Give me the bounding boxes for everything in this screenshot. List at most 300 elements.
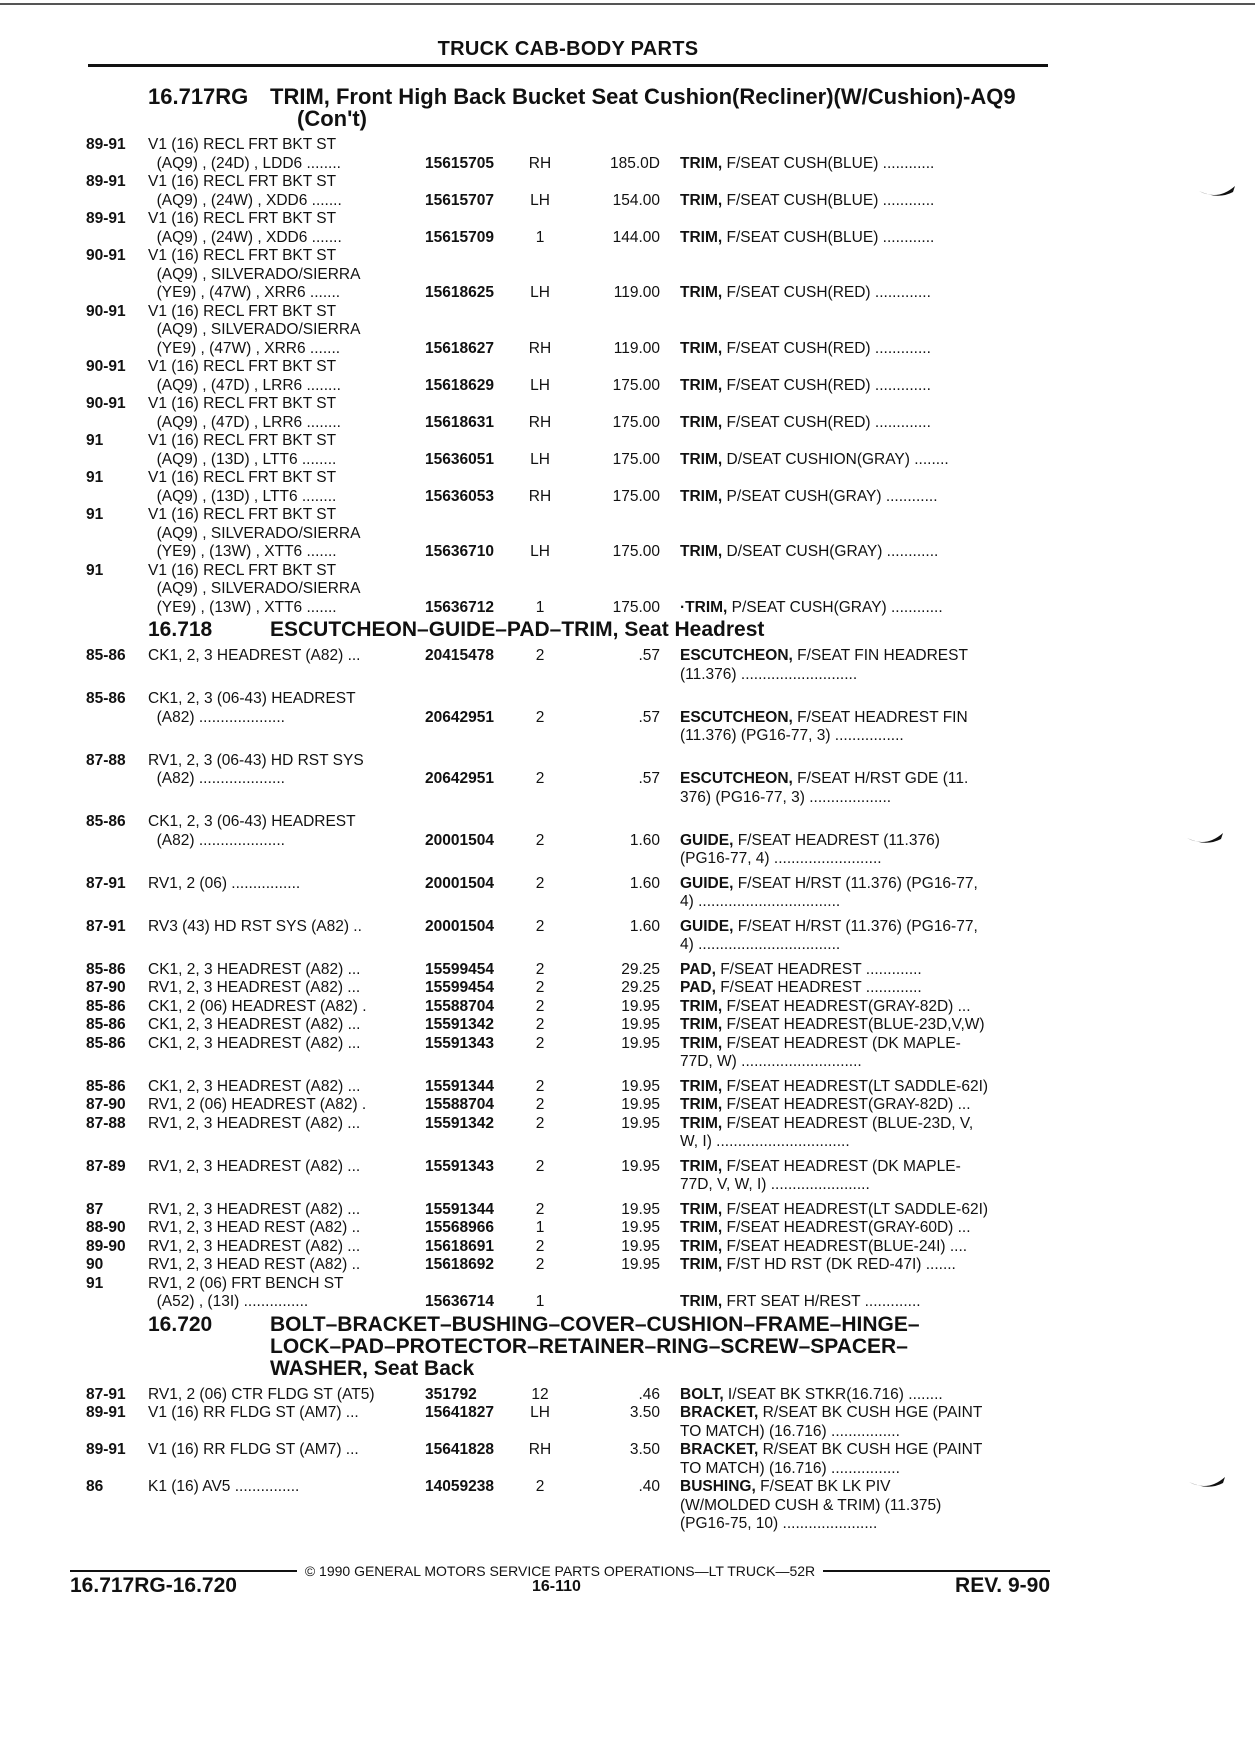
- part-name: [680, 303, 1051, 359]
- description-line: CK1, 2, 3 HEADREST (A82) ...: [148, 1016, 361, 1033]
- table-row: [86, 1201, 1051, 1220]
- description-line: (A82) ....................: [148, 708, 285, 726]
- part-number: 15568966: [425, 1219, 494, 1236]
- price: 19.95: [621, 1114, 660, 1132]
- part-name-keyword: TRIM,: [680, 1237, 723, 1255]
- part-name-line: [680, 451, 1051, 470]
- description-line: V1 (16) RR FLDG ST (AM7) ...: [148, 1404, 359, 1421]
- page-header-title: TRUCK CAB-BODY PARTS: [437, 38, 699, 60]
- model-years: 91: [86, 506, 104, 523]
- part-number: 15591344: [425, 1200, 494, 1218]
- model-years: 91: [86, 469, 104, 486]
- model-years: 85-86: [86, 647, 126, 664]
- table-row: [86, 1238, 1051, 1257]
- description-line: (AQ9) , (13D) , LTT6 ........: [148, 450, 337, 468]
- part-name-keyword: TRIM,: [680, 1034, 723, 1052]
- part-name-line: [680, 488, 1051, 507]
- model-years: 89-91: [86, 1441, 126, 1458]
- part-name-keyword: TRIM,: [680, 487, 723, 505]
- part-name-keyword: TRIM,: [680, 543, 723, 560]
- part-name: [680, 918, 1051, 955]
- part-name-text: TO MATCH) (16.716) ................: [680, 1422, 900, 1440]
- part-name-line: [680, 229, 1051, 248]
- part-number: 15636714: [425, 1293, 494, 1310]
- table-row: [86, 303, 1051, 359]
- quantity: 2: [535, 1016, 545, 1033]
- description-line: CK1, 2, 3 HEADREST (A82) ...: [148, 647, 361, 664]
- part-name-line: [680, 1497, 1051, 1516]
- model-years: 87: [86, 1200, 104, 1218]
- quantity: RH: [528, 413, 552, 431]
- model-years: 89-91: [86, 1404, 126, 1421]
- quantity: 2: [535, 1114, 545, 1132]
- quantity: LH: [530, 1404, 550, 1421]
- description-line: (YE9) , (47W) , XRR6 .......: [148, 284, 341, 301]
- model-years: 85-86: [86, 1034, 126, 1052]
- table-row: [86, 961, 1051, 980]
- price: 29.25: [621, 960, 660, 978]
- part-number: 15591343: [425, 1157, 494, 1175]
- application-description: [148, 1478, 425, 1534]
- description-line: V1 (16) RECL FRT BKT ST: [148, 173, 337, 190]
- part-name: [680, 979, 1051, 998]
- section-number: 16.717RG: [148, 84, 249, 109]
- part-name-line: [680, 1238, 1051, 1257]
- application-description: [148, 136, 425, 173]
- part-name-line: [680, 709, 1051, 728]
- model-years: 90-91: [86, 358, 126, 375]
- table-row: [86, 1219, 1051, 1238]
- application-description: [148, 813, 425, 869]
- model-years: 85-86: [86, 1016, 126, 1033]
- part-name-line: [680, 192, 1051, 211]
- model-years: 90: [86, 1256, 104, 1273]
- part-name-line: [680, 414, 1051, 433]
- price: 19.95: [621, 1237, 660, 1255]
- part-number: 15591342: [425, 1114, 494, 1132]
- table-row: [86, 432, 1051, 469]
- price: .57: [638, 647, 660, 664]
- price: 1.60: [629, 874, 660, 892]
- price: 3.50: [629, 1441, 660, 1458]
- quantity: RH: [528, 339, 552, 357]
- part-name-keyword: BUSHING,: [680, 1478, 756, 1495]
- description-line: (AQ9) , (24W) , XDD6 .......: [148, 191, 342, 209]
- part-name-keyword: TRIM,: [680, 1219, 723, 1236]
- part-name-keyword: BRACKET,: [680, 1441, 759, 1458]
- part-name-keyword: GUIDE,: [680, 917, 734, 935]
- description-line: RV1, 2, 3 (06-43) HD RST SYS: [148, 751, 364, 769]
- section-title-line: ESCUTCHEON–GUIDE–PAD–TRIM, Seat Headrest: [270, 618, 765, 641]
- model-years: 91: [86, 561, 104, 579]
- part-name-text: (W/MOLDED CUSH & TRIM) (11.375): [680, 1496, 942, 1514]
- part-number: 15591342: [425, 1016, 494, 1033]
- model-years: 85-86: [86, 997, 126, 1015]
- table-row: [86, 1275, 1051, 1312]
- model-years: 91: [86, 432, 104, 449]
- footer-page-number: 16-110: [532, 1578, 581, 1595]
- quantity: 2: [535, 979, 545, 996]
- part-name-keyword: ESCUTCHEON,: [680, 708, 793, 726]
- part-name-line: [680, 284, 1051, 303]
- application-description: [148, 562, 425, 618]
- model-years: 87-91: [86, 874, 126, 892]
- model-years: 85-86: [86, 960, 126, 978]
- description-line: (A82) ....................: [148, 831, 285, 849]
- table-row: [86, 247, 1051, 303]
- model-years: 85-86: [86, 813, 126, 830]
- quantity: RH: [528, 154, 552, 172]
- part-name-line: [680, 770, 1051, 789]
- description-line: CK1, 2, 3 (06-43) HEADREST: [148, 690, 356, 707]
- description-line: (AQ9) , (47D) , LRR6 ........: [148, 376, 341, 394]
- part-name: [680, 469, 1051, 506]
- part-number: 15591344: [425, 1077, 494, 1095]
- price: .57: [638, 770, 660, 787]
- part-name-keyword: PAD,: [680, 960, 716, 978]
- part-name-keyword: TRIM,: [680, 1200, 723, 1218]
- application-description: [148, 247, 425, 303]
- footer-copyright: © 1990 GENERAL MOTORS SERVICE PARTS OPERATIONS—LT TRUCK—52R: [304, 1563, 816, 1579]
- part-number: 15636712: [425, 598, 494, 616]
- part-name-keyword: ·TRIM,: [680, 598, 728, 616]
- model-years: 87-88: [86, 1114, 126, 1132]
- footer-section-range: 16.717RG-16.720: [70, 1574, 237, 1597]
- part-number: 351792: [425, 1385, 477, 1403]
- part-name-line: [680, 979, 1051, 998]
- price: .46: [638, 1385, 660, 1403]
- part-number: 15588704: [425, 1096, 494, 1113]
- description-line: (AQ9) , SILVERADO/SIERRA: [148, 321, 361, 338]
- part-number: 20001504: [425, 831, 494, 849]
- part-name-line: [680, 377, 1051, 396]
- part-name-keyword: TRIM,: [680, 1077, 723, 1095]
- part-name-text: F/SEAT CUSH(RED) .............: [722, 339, 931, 357]
- model-years: 87-91: [86, 917, 126, 935]
- part-name-text: F/SEAT H/RST (11.376) (PG16-77,: [733, 874, 978, 892]
- price: 119.00: [613, 339, 660, 357]
- price: 19.95: [621, 1096, 660, 1113]
- part-name-line: [680, 998, 1051, 1017]
- application-description: [148, 506, 425, 562]
- part-name-line: [680, 850, 1051, 869]
- description-line: CK1, 2, 3 (06-43) HEADREST: [148, 813, 356, 830]
- description-line: RV1, 2 (06) HEADREST (A82) .: [148, 1096, 367, 1113]
- application-description: [148, 469, 425, 506]
- part-name-text: F/SEAT BK LK PIV: [755, 1478, 891, 1495]
- part-name-text: 77D, V, W, I) .......................: [680, 1176, 870, 1193]
- part-name-text: (11.376) (PG16-77, 3) ................: [680, 727, 904, 744]
- header-rule: [88, 64, 1048, 67]
- part-name-text: 376) (PG16-77, 3) ...................: [680, 788, 892, 806]
- part-name-line: [680, 1133, 1051, 1152]
- part-name-keyword: TRIM,: [680, 1114, 723, 1132]
- table-row: [86, 1078, 1051, 1097]
- part-name-text: F/SEAT HEADREST .............: [715, 979, 922, 996]
- description-line: CK1, 2 (06) HEADREST (A82) .: [148, 997, 367, 1015]
- price: 1.60: [629, 831, 660, 849]
- price: 3.50: [629, 1404, 660, 1421]
- description-line: V1 (16) RECL FRT BKT ST: [148, 395, 337, 412]
- price: 29.25: [621, 979, 660, 996]
- part-name-line: [680, 918, 1051, 937]
- part-name-line: [680, 1423, 1051, 1442]
- part-name-keyword: TRIM,: [680, 1157, 723, 1175]
- part-name-keyword: TRIM,: [680, 997, 723, 1015]
- quantity: 2: [535, 1237, 545, 1255]
- part-name-text: F/SEAT HEADREST(GRAY-60D) ...: [722, 1219, 971, 1236]
- quantity: RH: [528, 1441, 552, 1458]
- part-number: 15618692: [425, 1256, 494, 1273]
- part-name-text: 4) .................................: [680, 893, 841, 910]
- description-line: (AQ9) , (47D) , LRR6 ........: [148, 413, 341, 431]
- quantity: 2: [535, 1034, 545, 1052]
- part-name: [680, 752, 1051, 808]
- price: [560, 1275, 680, 1312]
- part-name-keyword: TRIM,: [680, 1256, 723, 1273]
- model-years: 90-91: [86, 395, 126, 412]
- model-years: 86: [86, 1478, 104, 1495]
- description-line: RV1, 2, 3 HEAD REST (A82) ..: [148, 1219, 361, 1236]
- description-line: RV1, 2, 3 HEAD REST (A82) ..: [148, 1256, 361, 1273]
- section-number: 16.718: [148, 618, 213, 641]
- price: 185.0D: [610, 154, 660, 172]
- part-name: [680, 690, 1051, 746]
- part-number: 15599454: [425, 960, 494, 978]
- part-name: [680, 1478, 1051, 1534]
- application-description: [148, 961, 425, 980]
- section-heading: [86, 619, 1051, 641]
- part-name-keyword: TRIM,: [680, 413, 723, 431]
- application-description: [148, 647, 425, 684]
- price: 19.95: [621, 1157, 660, 1175]
- description-line: V1 (16) RR FLDG ST (AM7) ...: [148, 1441, 359, 1458]
- part-name-text: F/SEAT HEADREST FIN: [792, 708, 968, 726]
- part-name-line: [680, 666, 1051, 685]
- table-row: [86, 752, 1051, 808]
- model-years: 85-86: [86, 690, 126, 707]
- application-description: [148, 358, 425, 395]
- description-line: (YE9) , (47W) , XRR6 .......: [148, 339, 341, 357]
- model-years: 89-91: [86, 173, 126, 190]
- part-name-text: D/SEAT CUSHION(GRAY) ........: [722, 450, 949, 468]
- description-line: (A82) ....................: [148, 770, 285, 787]
- application-description: [148, 395, 425, 432]
- part-number: 15636051: [425, 450, 494, 468]
- application-description: [148, 875, 425, 912]
- part-number: 15618629: [425, 376, 494, 394]
- quantity: 2: [535, 917, 545, 935]
- table-row: [86, 1404, 1051, 1441]
- part-name: [680, 432, 1051, 469]
- part-name-keyword: TRIM,: [680, 1096, 723, 1113]
- part-number: 15641828: [425, 1441, 494, 1458]
- price: 175.00: [612, 543, 660, 560]
- description-line: (A52) , (13I) ...............: [148, 1293, 309, 1310]
- quantity: 2: [535, 1200, 545, 1218]
- part-name: [680, 1096, 1051, 1115]
- price: 175.00: [612, 450, 660, 468]
- description-line: V1 (16) RECL FRT BKT ST: [148, 247, 337, 264]
- part-number: 20642951: [425, 770, 494, 787]
- part-name: [680, 1078, 1051, 1097]
- part-name-line: [680, 1219, 1051, 1238]
- part-number: 15636053: [425, 487, 494, 505]
- table-row: [86, 690, 1051, 746]
- part-name-line: [680, 893, 1051, 912]
- description-line: CK1, 2, 3 HEADREST (A82) ...: [148, 960, 361, 978]
- part-number: 15641827: [425, 1404, 494, 1421]
- part-number: 20001504: [425, 917, 494, 935]
- part-name-text: R/SEAT BK CUSH HGE (PAINT: [758, 1404, 983, 1421]
- section-title-text: [270, 619, 1051, 641]
- model-years: 87-90: [86, 979, 126, 996]
- quantity: 1: [535, 228, 545, 246]
- part-name-line: [680, 1441, 1051, 1460]
- binding-hole-mark: [1188, 1476, 1226, 1490]
- part-name-line: [680, 1201, 1051, 1220]
- application-description: [148, 918, 425, 955]
- description-line: (AQ9) , (13D) , LTT6 ........: [148, 487, 337, 505]
- part-name-keyword: TRIM,: [680, 191, 723, 209]
- model-years: 87-90: [86, 1096, 126, 1113]
- part-name-keyword: GUIDE,: [680, 831, 734, 849]
- model-years: 89-91: [86, 210, 126, 227]
- part-name-line: [680, 1115, 1051, 1134]
- description-line: V1 (16) RECL FRT BKT ST: [148, 506, 337, 523]
- description-line: (AQ9) , SILVERADO/SIERRA: [148, 265, 361, 283]
- part-name-text: F/SEAT HEADREST(LT SADDLE-62I): [722, 1200, 989, 1218]
- part-name-text: F/SEAT CUSH(BLUE) ............: [722, 154, 935, 172]
- description-line: (AQ9) , (24W) , XDD6 .......: [148, 228, 342, 246]
- section-title-line: TRIM, Front High Back Bucket Seat Cushion(Recliner)(W/Cushion)-AQ9: [270, 84, 1016, 109]
- description-line: RV3 (43) HD RST SYS (A82) ..: [148, 917, 362, 935]
- price: 19.95: [621, 1200, 660, 1218]
- price: 144.00: [612, 228, 660, 246]
- table-row: [86, 918, 1051, 955]
- part-name-text: W, I) ...............................: [680, 1133, 850, 1150]
- table-row: [86, 1158, 1051, 1195]
- application-description: [148, 1275, 425, 1312]
- part-name-keyword: ESCUTCHEON,: [680, 647, 793, 664]
- footer-bottom: [70, 1574, 1050, 1604]
- part-name-line: [680, 1386, 1051, 1405]
- price: 19.95: [621, 1034, 660, 1052]
- part-name-text: (PG16-77, 4) .........................: [680, 850, 882, 867]
- part-name-keyword: ESCUTCHEON,: [680, 770, 793, 787]
- quantity: LH: [530, 284, 550, 301]
- part-name: [680, 247, 1051, 303]
- part-name-keyword: BRACKET,: [680, 1404, 759, 1421]
- part-name: [680, 1386, 1051, 1405]
- price: 19.95: [621, 997, 660, 1015]
- part-name: [680, 173, 1051, 210]
- part-name: [680, 136, 1051, 173]
- part-name-text: F/SEAT HEADREST .............: [715, 960, 922, 978]
- application-description: [148, 1096, 425, 1115]
- quantity: 2: [535, 1256, 545, 1273]
- part-name-text: P/SEAT CUSH(GRAY) ............: [727, 598, 943, 616]
- part-name: [680, 647, 1051, 684]
- description-line: V1 (16) RECL FRT BKT ST: [148, 432, 337, 449]
- part-name-text: 4) .................................: [680, 936, 841, 953]
- part-number: 15618691: [425, 1237, 494, 1255]
- model-years: 85-86: [86, 1077, 126, 1095]
- part-name: [680, 358, 1051, 395]
- section-title-continued: (Con't): [297, 106, 367, 131]
- quantity: 2: [535, 647, 545, 664]
- part-name-keyword: TRIM,: [680, 154, 723, 172]
- description-line: RV1, 2, 3 HEADREST (A82) ...: [148, 1200, 361, 1218]
- application-description: [148, 1035, 425, 1072]
- part-name-text: F/ST HD RST (DK RED-47I) .......: [722, 1256, 956, 1273]
- part-number: 15599454: [425, 979, 494, 996]
- description-line: V1 (16) RECL FRT BKT ST: [148, 210, 337, 227]
- part-name-line: [680, 1053, 1051, 1072]
- description-line: V1 (16) RECL FRT BKT ST: [148, 136, 337, 153]
- description-line: RV1, 2 (06) CTR FLDG ST (AT5): [148, 1385, 375, 1403]
- price: 19.95: [621, 1016, 660, 1033]
- part-name-keyword: TRIM,: [680, 1293, 723, 1310]
- part-name: [680, 1219, 1051, 1238]
- part-name-line: [680, 1078, 1051, 1097]
- price: 175.00: [612, 376, 660, 394]
- part-name-text: I/SEAT BK STKR(16.716) ........: [723, 1385, 943, 1403]
- application-description: [148, 1201, 425, 1220]
- table-row: [86, 210, 1051, 247]
- part-name-keyword: GUIDE,: [680, 874, 734, 892]
- table-row: [86, 1441, 1051, 1478]
- table-row: [86, 998, 1051, 1017]
- part-name-line: [680, 1016, 1051, 1035]
- price: 19.95: [621, 1256, 660, 1273]
- part-name-text: F/SEAT CUSH(RED) .............: [722, 284, 931, 301]
- footer-rule-left: [70, 1570, 297, 1572]
- part-name-text: F/SEAT CUSH(RED) .............: [722, 376, 931, 394]
- price: .57: [638, 708, 660, 726]
- description-line: (AQ9) , SILVERADO/SIERRA: [148, 524, 361, 542]
- model-years: 87-89: [86, 1157, 126, 1175]
- model-years: 90-91: [86, 302, 126, 320]
- part-name: [680, 1275, 1051, 1312]
- part-number: 20001504: [425, 874, 494, 892]
- application-description: [148, 1158, 425, 1195]
- description-line: V1 (16) RECL FRT BKT ST: [148, 358, 337, 375]
- description-line: V1 (16) RECL FRT BKT ST: [148, 561, 337, 579]
- quantity: 2: [535, 770, 545, 787]
- quantity: LH: [530, 543, 550, 560]
- part-name: [680, 1016, 1051, 1035]
- part-name: [680, 1201, 1051, 1220]
- part-name: [680, 210, 1051, 247]
- part-name-text: F/SEAT HEADREST(BLUE-24I) ....: [722, 1237, 968, 1255]
- part-name-keyword: TRIM,: [680, 284, 723, 301]
- part-name: [680, 1256, 1051, 1275]
- part-name-line: [680, 1293, 1051, 1312]
- part-name-text: 77D, W) ............................: [680, 1053, 862, 1070]
- table-row: [86, 647, 1051, 684]
- price: 175.00: [612, 598, 660, 616]
- price: 1.60: [629, 917, 660, 935]
- part-name-keyword: TRIM,: [680, 376, 723, 394]
- part-name: [680, 813, 1051, 869]
- table-row: [86, 1115, 1051, 1152]
- part-name-keyword: PAD,: [680, 979, 716, 996]
- application-description: [148, 1404, 425, 1441]
- part-name-text: D/SEAT CUSH(GRAY) ............: [722, 543, 939, 560]
- section-title-text: [270, 86, 1051, 130]
- part-name-line: [680, 1096, 1051, 1115]
